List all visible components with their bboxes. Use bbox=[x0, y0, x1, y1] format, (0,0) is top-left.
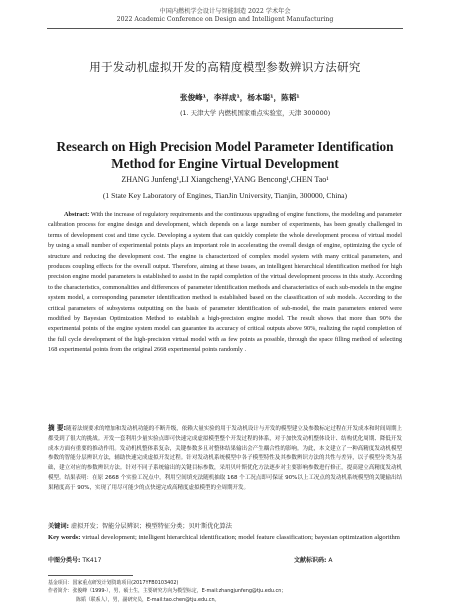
zh-keywords-text: 虚拟开发；智能分层辨识；模型特征分类；贝叶斯优化算法 bbox=[71, 523, 232, 530]
header-divider bbox=[47, 28, 403, 29]
zh-authors: 张俊峰¹，李祥成¹，杨本聪¹，陈韬¹ bbox=[180, 93, 300, 102]
zh-abstract bbox=[48, 424, 402, 494]
en-affiliation: (1 State Key Laboratory of Engines, TianJin University, Tianjin, 300000, China) bbox=[102, 191, 348, 200]
en-authors: ZHANG Junfeng¹,LI Xiangcheng¹,YANG Bencong¹,CHEN Tao¹ bbox=[121, 175, 329, 184]
en-abstract bbox=[48, 210, 402, 356]
footnotes bbox=[48, 579, 408, 604]
zh-keywords bbox=[48, 521, 402, 530]
footnote-fund: 基金项目：国家重点研发计划资助项目(2017YFB0103402) bbox=[48, 580, 179, 586]
running-head-en: 2022 Academic Conference on Design and Intelligent Manufacturing bbox=[116, 16, 334, 23]
zh-keywords-label: 关键词: bbox=[48, 523, 70, 530]
footnote-corresponding: 陈韬（联系人），男，副研究员，E-mail:tao.chen@tju.edu.cn。 bbox=[76, 596, 220, 603]
en-abstract-text: With the increase of regulatory requirements and the continuous upgrading of engine functions, the modeling and parameter calibration process for engine design and development, which depends on a large number of experiments, has been greatly challenged in terms of development cost and time cycle. Developing a system that can quickly complete the whole development process of virtual model by using a small number of experimental points plays an important role in accelerating the overall design of engine, optimizing the cycle of structure and reducing the development cost. The engine is characterized of complex model system with many critical parameters, and produces coupling effects for the overall output. Therefore, aiming at these issues, an intelligent hierarchical identification method for high precision engine model parameters is established to assist in the rapid completion of the virtual development process in this study. According to the characteristics, commonalities and differences of parameter identification methods and characteristics of each sub-models in the engine system model, a corresponding parameter identification method is established based on the classification of sub models. According to the critical parameters of subsystems outputting on the basis of parameter identification of sub-model, the main parameters entered were modified by Bayesian Optimization Method to establish a high-precision engine model. The result shows that more than 90% the experimental points of the engine system model can guarantee its accuracy of critical outputs above 90%, realizing the rapid completion of the full cycle development of the high-precision virtual model with as few points as possible, through the space filling method of selecting 168 experimental points from the original 2668 experimental points randomly . bbox=[48, 211, 402, 354]
doc-code bbox=[294, 555, 332, 564]
zh-abstract-label: 摘 要: bbox=[48, 424, 67, 432]
running-head bbox=[0, 8, 450, 24]
zh-affiliation: (1. 天津大学 内燃机国家重点实验室，天津 300000) bbox=[180, 109, 331, 117]
footnote-author: 作者简介：张俊峰（1999-），男，硕士生，主要研究方向为模型标定，E-mail:zhangjunfeng@tju.edu.cn； bbox=[48, 588, 287, 595]
zh-abstract-text: 随着法规要求的增加和发动机功能的不断升级，依赖大量实验的用于发动机设计与开发的模型建立及参数标定过程在开发成本和时间周期上都受到了很大的挑战。开发一套利用少量实验点即可快速完成虚拟模型整个开发过程的体系，对于加快发动机整体设计、结构优化周期、降低开发成本方面有重要的推动作用。发动机机整体系复杂，关键参数多且对整体结果输出会产生耦合性的影响。为此，本文建立了一种高精度发动机模型参数的智能分层辨识方法，辅助快速完成虚拟开发过程。针对发动机系统模型中各子模型特性及其参数辨识方法的共性与差异，以子模型分类为基础，建立对应的参数辨识方法。针对不同子系统输出的关键目标参数，采用贝叶斯优化方法逐步对主要影响参数进行修正，提高建立高精度发动机模型。结果表明：在原 2668 个实验工况点中，利用空间填充法随机抽取 168 个工况点即可保证 90%以上工况点的发动机系统模型的关键输出结果精度高于 90%，实现了用尽可能少的点快速完成高精度虚拟模型的全周期开发。 bbox=[48, 426, 402, 491]
doc-code-value: A bbox=[328, 557, 333, 564]
footnote-divider bbox=[48, 575, 133, 576]
en-title: Research on High Precision Model Parameter Identification Method for Engine Virtual Development bbox=[56, 139, 394, 171]
running-head-zh: 中国内燃机学会设计与智能制造 2022 学术年会 bbox=[159, 8, 291, 15]
en-keywords bbox=[48, 533, 402, 543]
zh-title: 用于发动机虚拟开发的高精度模型参数辨识方法研究 bbox=[89, 60, 361, 74]
classification-row bbox=[48, 555, 402, 564]
en-keywords-label: Key words: bbox=[48, 534, 81, 541]
en-abstract-label: Abstract: bbox=[64, 211, 90, 218]
clc-value: TK417 bbox=[82, 557, 102, 564]
clc-label: 中图分类号: bbox=[48, 557, 81, 564]
doc-code-label: 文献标识码: bbox=[294, 557, 327, 564]
en-keywords-text: virtual development; intelligent hierarchical identification; model feature classification; bayesian optimization algorithm bbox=[82, 534, 400, 541]
